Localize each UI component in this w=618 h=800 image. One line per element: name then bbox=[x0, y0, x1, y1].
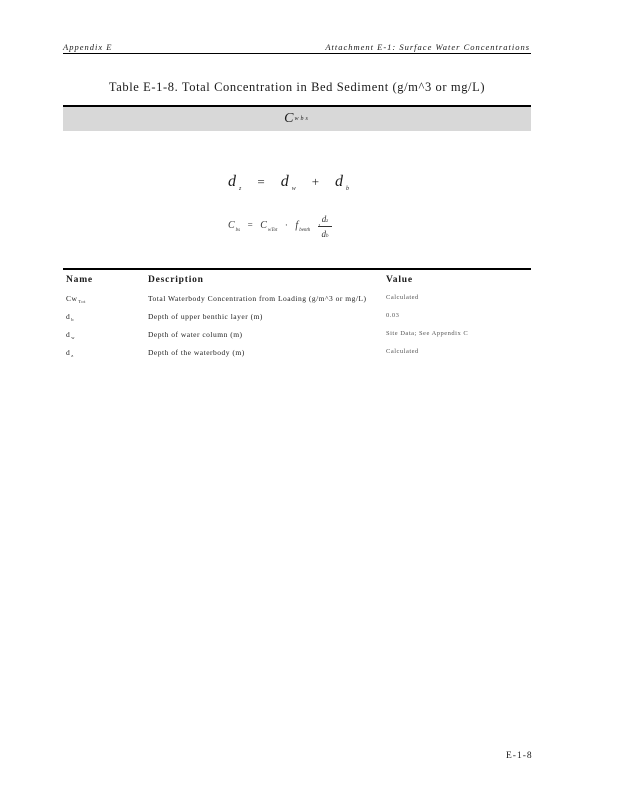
eq1-lhs: d bbox=[228, 173, 237, 190]
eq1-equals: = bbox=[257, 174, 266, 189]
row-value: Calculated bbox=[386, 348, 419, 355]
row-name bbox=[66, 294, 86, 303]
row-description: Depth of the waterbody (m) bbox=[148, 348, 245, 357]
eq2-equals: = bbox=[247, 220, 253, 230]
eq1-term2-sub: b bbox=[346, 186, 351, 192]
eq1-lhs-sub: z bbox=[239, 186, 243, 192]
equation-depth bbox=[228, 173, 350, 191]
eq2-lhs-sub: bs bbox=[235, 228, 241, 233]
page-number: E-1-8 bbox=[506, 751, 533, 761]
row-name-sub: b bbox=[71, 317, 74, 322]
row-name bbox=[66, 312, 74, 321]
table-top-rule bbox=[63, 268, 531, 270]
row-name-sub: Tot bbox=[78, 299, 86, 304]
eq1-term1-sub: w bbox=[291, 186, 297, 192]
eq2-den-symbol: d bbox=[321, 229, 326, 239]
eq2-den-sub: b bbox=[326, 234, 329, 239]
banner-subscript: wbs bbox=[294, 116, 310, 122]
table-row bbox=[63, 330, 531, 344]
eq2-dot1: · bbox=[284, 220, 288, 230]
row-name-symbol: d bbox=[66, 312, 71, 321]
equation-concentration bbox=[228, 219, 329, 233]
eq2-term2: f bbox=[295, 220, 299, 231]
eq2-dot2: · bbox=[317, 220, 321, 230]
row-value: Calculated bbox=[386, 294, 419, 301]
header-left: Appendix E bbox=[63, 42, 113, 52]
eq2-denominator bbox=[318, 227, 332, 239]
banner-symbol: C bbox=[284, 111, 294, 126]
table-row bbox=[63, 294, 531, 308]
row-value: 0.03 bbox=[386, 312, 400, 319]
table-row bbox=[63, 312, 531, 326]
column-header-value: Value bbox=[386, 275, 413, 285]
eq2-num-symbol: d bbox=[321, 214, 327, 224]
eq2-fraction bbox=[318, 214, 332, 239]
eq1-term1: d bbox=[280, 173, 290, 190]
column-header-name: Name bbox=[66, 275, 93, 285]
eq2-numerator bbox=[318, 214, 332, 227]
row-description: Depth of water column (m) bbox=[148, 330, 243, 339]
row-name bbox=[66, 348, 74, 357]
row-description: Total Waterbody Concentration from Loading (g/m^3 or mg/L) bbox=[148, 294, 367, 303]
row-name bbox=[66, 330, 75, 339]
row-name-symbol: Cw bbox=[66, 294, 78, 303]
eq2-term1: C bbox=[260, 220, 267, 231]
table-title: Table E-1-8. Total Concentration in Bed Sediment (g/m^3 or mg/L) bbox=[108, 80, 486, 94]
row-description: Depth of upper benthic layer (m) bbox=[148, 312, 263, 321]
eq2-lhs: C bbox=[228, 220, 235, 231]
row-name-symbol: d bbox=[66, 330, 71, 339]
row-name-sub: z bbox=[71, 353, 74, 358]
equation-banner bbox=[63, 107, 531, 131]
eq1-plus: + bbox=[311, 174, 321, 189]
table-row bbox=[63, 348, 531, 362]
row-name-symbol: d bbox=[66, 348, 71, 357]
column-header-description: Description bbox=[148, 275, 204, 285]
header-right: Attachment E-1: Surface Water Concentrations bbox=[325, 42, 530, 52]
eq2-num-sub: z bbox=[326, 219, 329, 224]
eq2-term1-sub: wTot bbox=[267, 228, 278, 233]
eq2-term2-sub: benth bbox=[299, 228, 311, 233]
eq1-term2: d bbox=[335, 173, 345, 190]
row-value: Site Data; See Appendix C bbox=[386, 330, 469, 337]
header-rule bbox=[63, 53, 531, 54]
row-name-sub: w bbox=[71, 335, 75, 340]
